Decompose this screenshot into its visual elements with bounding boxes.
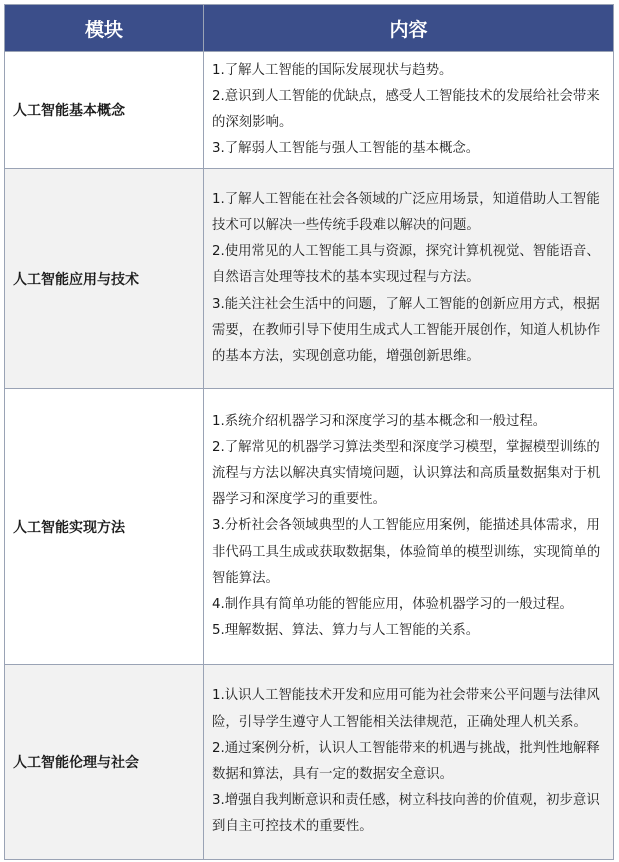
content-item: 1.认识人工智能技术开发和应用可能为社会带来公平问题与法律风险，引导学生遵守人工智能相关法律规范，正确处理人机关系。: [212, 688, 600, 730]
content-item: 1.系统介绍机器学习和深度学习的基本概念和一般过程。: [212, 413, 547, 429]
module-name: 人工智能实现方法: [5, 389, 204, 665]
content-item: 4.制作具有简单功能的智能应用，体验机器学习的一般过程。: [212, 597, 573, 612]
table-row: [5, 389, 614, 665]
content-item: 2.通过案例分析，认识人工智能带来的机遇与挑战，批判性地解释数据和算法，具有一定的数据安全意识。: [212, 740, 600, 782]
module-content: [204, 665, 614, 860]
header-content: 内容: [204, 5, 614, 52]
table-header-row: [5, 5, 614, 52]
module-content: [204, 169, 614, 389]
table-row: [5, 665, 614, 860]
curriculum-table: [4, 4, 614, 860]
content-item: 3.分析社会各领域典型的人工智能应用案例，能描述具体需求，用非代码工具生成或获取数据集，体验简单的模型训练，实现简单的智能算法。: [212, 518, 601, 586]
module-name: 人工智能应用与技术: [5, 169, 204, 389]
content-item: 5.理解数据、算法、算力与人工智能的关系。: [212, 623, 480, 639]
module-content: [204, 52, 614, 169]
content-item: 3.增强自我判断意识和责任感，树立科技向善的价值观，初步意识到自主可控技术的重要性。: [212, 793, 600, 835]
content-item: 2.意识到人工智能的优缺点，感受人工智能技术的发展给社会带来的深刻影响。: [212, 88, 600, 130]
curriculum-table-container: [4, 4, 613, 860]
header-module: 模块: [5, 5, 204, 52]
table-row: [5, 169, 614, 389]
content-item: 1.了解人工智能在社会各领域的广泛应用场景，知道借助人工智能技术可以解决一些传统手段难以解决的问题。: [212, 191, 600, 233]
module-name: 人工智能基本概念: [5, 52, 204, 169]
content-item: 2.使用常见的人工智能工具与资源，探究计算机视觉、智能语音、自然语言处理等技术的基本实现过程与方法。: [212, 244, 600, 286]
content-item: 3.能关注社会生活中的问题，了解人工智能的创新应用方式，根据需要，在教师引导下使用生成式人工智能开展创作，知道人机协作的基本方法，实现创意功能，增强创新思维。: [212, 296, 601, 364]
module-name: 人工智能伦理与社会: [5, 665, 204, 860]
content-item: 3.了解弱人工智能与强人工智能的基本概念。: [212, 141, 480, 157]
content-item: 1.了解人工智能的国际发展现状与趋势。: [212, 62, 453, 78]
module-content: [204, 389, 614, 665]
content-item: 2.了解常见的机器学习算法类型和深度学习模型，掌握模型训练的流程与方法以解决真实情境问题，认识算法和高质量数据集对于机器学习和深度学习的重要性。: [212, 439, 601, 508]
table-row: [5, 52, 614, 169]
